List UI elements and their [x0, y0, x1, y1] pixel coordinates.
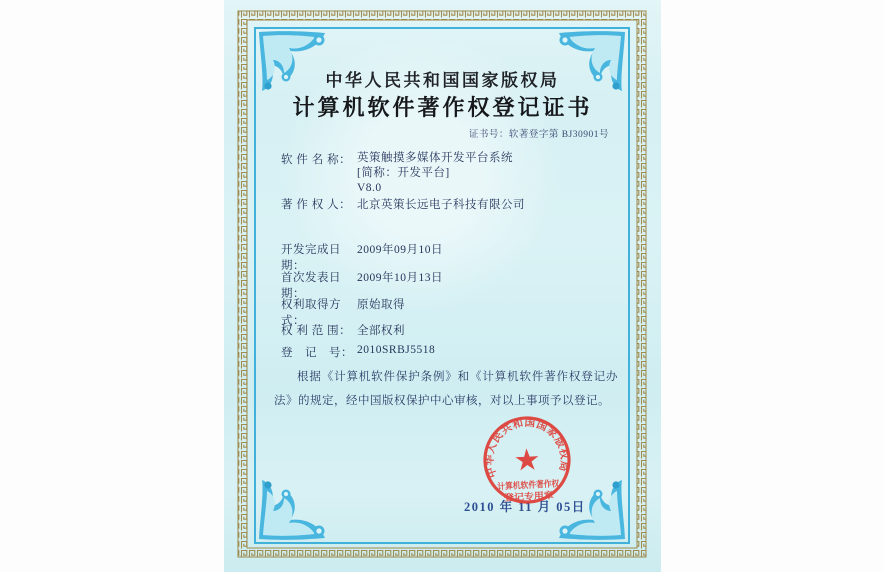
- field-label: 著 作 权 人：: [281, 199, 352, 211]
- seal-star-icon: ★: [512, 443, 542, 478]
- legal-statement: 根据《计算机软件保护条例》和《计算机软件著作权登记办法》的规定，经中国版权保护中心审核，对以上事项予以登记。: [274, 371, 618, 407]
- seal-line2: 登记专用章: [503, 490, 550, 503]
- official-seal: [471, 404, 583, 516]
- issue-date: 2010 年 11 月 05日: [464, 500, 586, 514]
- certificate-number: [469, 126, 609, 140]
- field-label: 登 记 号：: [281, 347, 353, 359]
- seal-arc-text: 中华人民共和国国家版权局: [483, 416, 571, 480]
- certificate-number-label: 证书号：: [468, 130, 509, 140]
- copyright-owner: 北京英策长远电子科技有限公司: [357, 199, 525, 211]
- dev-complete-date: 2009年09月10日: [357, 244, 443, 256]
- field-label: 软 件 名 称：: [281, 154, 352, 166]
- field-row-copyright-owner: [281, 196, 525, 212]
- certificate-number-value: 软著登字第 BJ30901号: [508, 130, 609, 140]
- field-row-software-name: [281, 151, 513, 196]
- acquisition-method: 原始取得: [357, 299, 405, 311]
- field-label: 开发完成日期：: [281, 244, 341, 272]
- field-row-rights-scope: [281, 322, 405, 338]
- field-label: 权 利 范 围：: [281, 325, 352, 337]
- first-publish-date: 2009年10月13日: [357, 272, 443, 284]
- certificate-title: 计算机软件著作权登记证书: [292, 95, 593, 120]
- software-short-name: [简称：开发平台]: [357, 167, 450, 179]
- corner-flourish-bottom-left: [259, 480, 325, 540]
- registration-number: 2010SRBJ5518: [357, 344, 436, 356]
- rights-scope: 全部权利: [357, 325, 405, 337]
- field-label: 权利取得方式：: [281, 299, 341, 327]
- software-name: 英策触摸多媒体开发平台系统: [357, 152, 513, 164]
- issuing-authority: 中华人民共和国国家版权局: [325, 71, 560, 90]
- field-value: [357, 151, 513, 196]
- software-version: V8.0: [357, 182, 382, 194]
- seal-line1: 计算机软件著作权: [497, 477, 568, 492]
- field-row-registration-number: [281, 344, 435, 360]
- certificate-paper: [224, 0, 661, 572]
- field-label: 首次发表日期：: [281, 272, 341, 300]
